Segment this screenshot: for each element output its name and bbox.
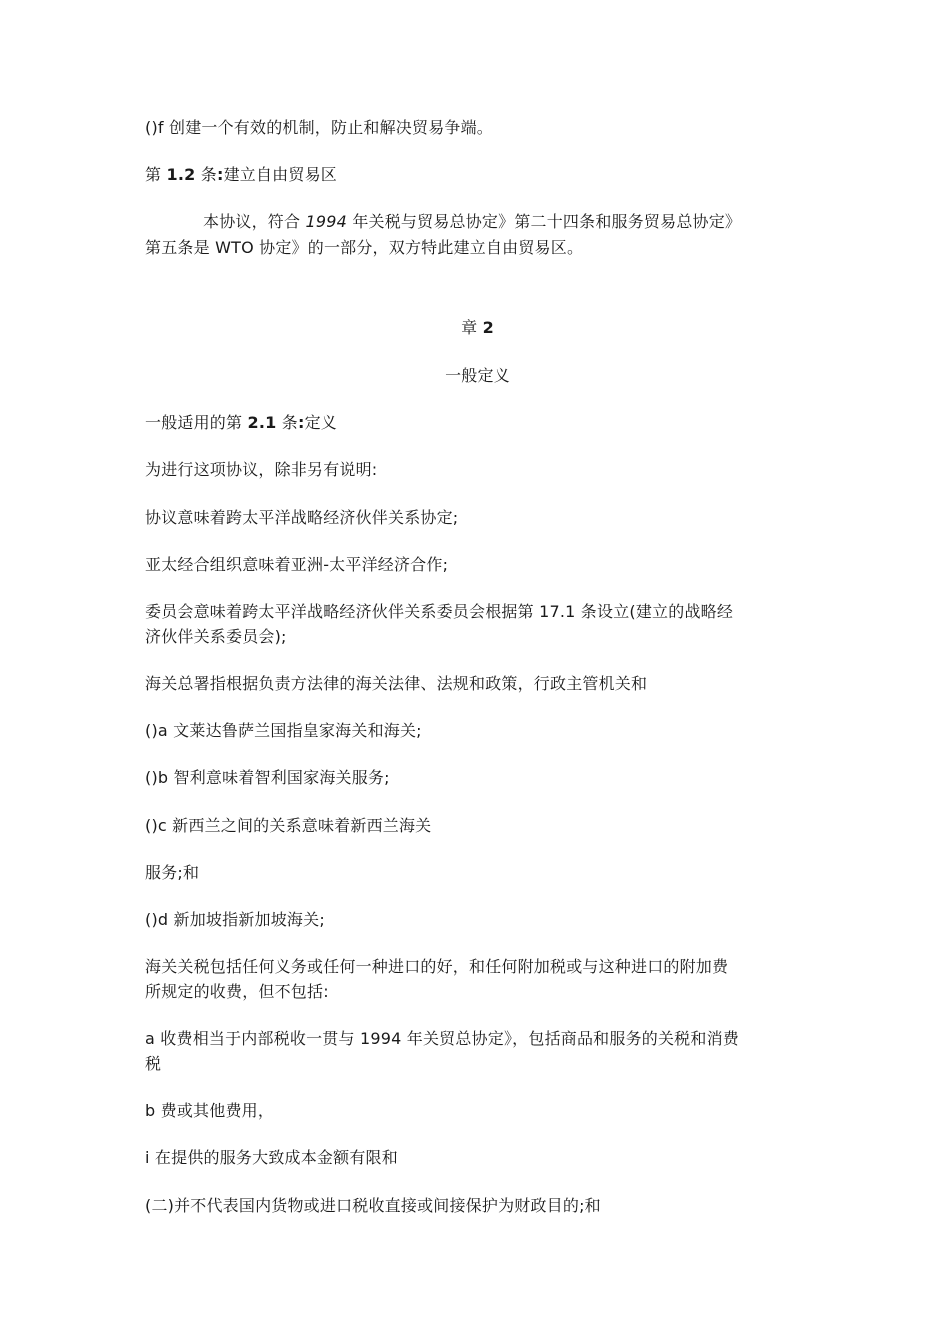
exclusion-a-line-1: a 收费相当于内部税收一贯与 1994 年关贸总协定》，包括商品和服务的关税和消费 — [145, 1029, 739, 1048]
fta-year: 1994 — [305, 212, 348, 231]
item-b-chile: ()b 智利意味着智利国家海关服务; — [145, 768, 390, 787]
chapter-title: 一般定义 — [445, 366, 510, 385]
article-mid: 条 — [195, 165, 217, 184]
article-prefix: 第 — [145, 165, 167, 184]
article-number: 2.1 — [247, 413, 277, 432]
chapter-heading — [145, 316, 810, 340]
fta-text-a: 本协议，符合 — [203, 212, 306, 231]
article-1-2-heading — [145, 163, 810, 187]
fta-paragraph-line-1 — [145, 210, 810, 234]
article-title: 定义 — [304, 413, 337, 432]
exclusion-ii: (二)并不代表国内货物或进口税收直接或间接保护为财政目的;和 — [145, 1196, 601, 1215]
article-colon: : — [216, 165, 224, 184]
article-prefix: 一般适用的第 — [145, 413, 248, 432]
definition-customs-administration: 海关总署指根据负责方法律的海关法律、法规和政策，行政主管机关和 — [145, 674, 648, 693]
definition-customs-duty-line-1: 海关关税包括任何义务或任何一种进口的好，和任何附加税或与这种进口的附加费 — [145, 957, 729, 976]
article-mid: 条 — [276, 413, 298, 432]
item-d-singapore: ()d 新加坡指新加坡海关; — [145, 910, 325, 929]
article-title: 建立自由贸易区 — [223, 165, 337, 184]
item-a-brunei: ()a 文莱达鲁萨兰国指皇家海关和海关; — [145, 721, 422, 740]
definition-apec: 亚太经合组织意味着亚洲-太平洋经济合作; — [145, 555, 449, 574]
item-c-continuation: 服务;和 — [145, 863, 200, 882]
exclusion-b: b 费或其他费用， — [145, 1101, 275, 1120]
definition-commission-line-1: 委员会意味着跨太平洋战略经济伙伴关系委员会根据第 17.1 条设立(建立的战略经 — [145, 602, 734, 621]
clause-f: ()f 创建一个有效的机制，防止和解决贸易争端。 — [145, 118, 494, 137]
exclusion-i: i 在提供的服务大致成本金额有限和 — [145, 1148, 398, 1167]
article-2-1-heading — [145, 411, 810, 435]
article-colon: : — [297, 413, 305, 432]
article-number: 1.2 — [166, 165, 196, 184]
chapter-label: 章 — [461, 318, 483, 337]
definition-commission-line-2: 济伙伴关系委员会); — [145, 627, 287, 646]
definition-agreement: 协议意味着跨太平洋战略经济伙伴关系协定; — [145, 508, 459, 527]
item-c-new-zealand: ()c 新西兰之间的关系意味着新西兰海关 — [145, 816, 432, 835]
fta-paragraph-line-2: 第五条是 WTO 协定》的一部分，双方特此建立自由贸易区。 — [145, 238, 584, 257]
chapter-number: 2 — [482, 318, 494, 337]
fta-text-b: 年关税与贸易总协定》第二十四条和服务贸易总协定》 — [347, 212, 742, 231]
definition-customs-duty-line-2: 所规定的收费，但不包括: — [145, 982, 329, 1001]
definitions-intro: 为进行这项协议，除非另有说明: — [145, 460, 378, 479]
exclusion-a-line-2: 税 — [145, 1054, 162, 1073]
